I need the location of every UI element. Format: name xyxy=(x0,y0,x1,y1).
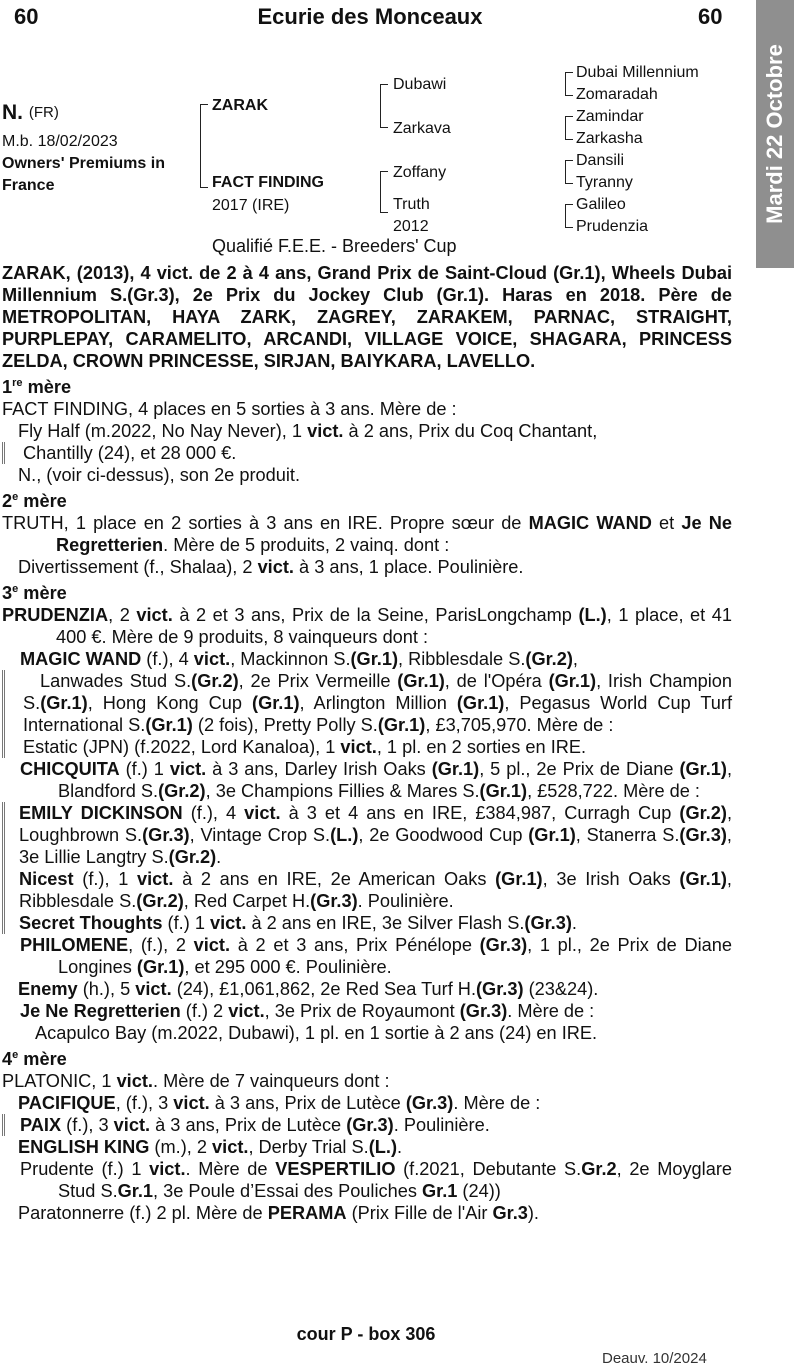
dam-dam: Truth xyxy=(393,196,430,213)
bracket-dam-parents xyxy=(380,171,388,213)
produce-emily-dickinson: EMILY DICKINSON (f.), 4 vict. à 3 et 4 ans en IRE, £384,987, Curragh Cup (Gr.2), Loughbrown S.(Gr.3), Vintage Crop S.(L.), 2e Goodwood Cup (Gr.1), Stanerra S.(Gr.3), 3e Lillie Langtry S.(Gr.2). xyxy=(2,802,732,868)
lot-number-right: 60 xyxy=(698,4,723,29)
section-1re-mere: 1re mère xyxy=(2,377,72,398)
bracket-sire-parents xyxy=(380,84,388,128)
dam-dam-year: 2012 xyxy=(393,218,429,235)
produce-enemy: Enemy (h.), 5 vict. (24), £1,061,862, 2e Red Sea Turf H.(Gr.3) (23&24). xyxy=(18,979,599,1000)
produce-secret-thoughts: Secret Thoughts (f.) 1 vict. à 2 ans en IRE, 3e Silver Flash S.(Gr.3). xyxy=(2,912,732,934)
gg-5: Dansili xyxy=(576,152,625,169)
produce-divertissement: Divertissement (f., Shalaa), 2 vict. à 3 ans, 1 place. Poulinière. xyxy=(18,557,524,578)
gg-6: Tyranny xyxy=(576,174,633,191)
bracket-parents xyxy=(200,104,208,188)
gg-3: Zamindar xyxy=(576,108,644,125)
lot-number-left: 60 xyxy=(14,4,39,29)
bracket-gg-1 xyxy=(565,72,573,96)
dam-sire: Zoffany xyxy=(393,164,447,181)
gg-1: Dubai Millennium xyxy=(576,64,699,81)
horse-name xyxy=(2,101,59,124)
second-dam-para: TRUTH, 1 place en 2 sorties à 3 ans en IRE. Propre sœur de MAGIC WAND et Je Ne Regretterien. Mère de 5 produits, 2 vainq. dont : xyxy=(2,513,732,556)
produce-english-king: ENGLISH KING (m.), 2 vict., Derby Trial S.(L.). xyxy=(18,1137,403,1158)
qualification-line: Qualifié F.E.E. - Breeders' Cup xyxy=(212,236,457,256)
horse-name-text: N. xyxy=(2,101,23,124)
produce-pacifique: PACIFIQUE, (f.), 3 vict. à 3 ans, Prix de Lutèce (Gr.3). Mère de : xyxy=(18,1093,541,1114)
produce-paratonnerre: Paratonnerre (f.) 2 pl. Mère de PERAMA (Prix Fille de l'Air Gr.3). xyxy=(18,1203,539,1224)
gg-4: Zarkasha xyxy=(576,130,643,147)
bracket-gg-3 xyxy=(565,160,573,184)
horse-description: M.b. 18/02/2023 xyxy=(2,133,118,150)
produce-n: N., (voir ci-dessus), son 2e produit. xyxy=(18,465,301,486)
owners-premiums-line1: Owners' Premiums in xyxy=(2,155,165,172)
produce-paix: PAIX (f.), 3 vict. à 3 ans, Prix de Lutèce (Gr.3). Poulinière. xyxy=(2,1114,732,1136)
consignor-name: Ecurie des Monceaux xyxy=(257,4,483,29)
sale-date: Deauv. 10/2024 xyxy=(602,1350,707,1367)
third-dam-para: PRUDENZIA, 2 vict. à 2 et 3 ans, Prix de la Seine, ParisLongchamp (L.), 1 place, et 41 400 €. Mère de 9 produits, 8 vainqueurs dont : xyxy=(2,605,732,648)
dam-name: FACT FINDING xyxy=(212,174,324,191)
gg-8: Prudenzia xyxy=(576,218,649,235)
sire-dam: Zarkava xyxy=(393,120,451,137)
produce-prudente: Prudente (f.) 1 vict.. Mère de VESPERTILIO (f.2021, Debutante S.Gr.2, 2e Moyglare Stud S.Gr.1, 3e Poule d’Essai des Pouliches Gr.1 (24)) xyxy=(20,1159,732,1202)
sire-paragraph: ZARAK, (2013), 4 vict. de 2 à 4 ans, Grand Prix de Saint-Cloud (Gr.1), Wheels Dubai Millennium S.(Gr.3), 2e Prix du Jockey Club (Gr.1). Haras en 2018. Père de METROPOLITAN, HAYA ZARK, ZAGREY, ZARAKEM, PARNAC, STRAIGHT, PURPLEPAY, CARAMELITO, ARCANDI, VILLAGE VOICE, SHAGARA, PRINCESS ZELDA, CROWN PRINCESSE, SIRJAN, BAIYKARA, LAVELLO. xyxy=(2,263,732,371)
section-2e-mere: 2e mère xyxy=(2,491,67,512)
gg-7: Galileo xyxy=(576,196,626,213)
bracket-gg-4 xyxy=(565,204,573,228)
gg-2: Zomaradah xyxy=(576,86,658,103)
date-side-tab xyxy=(756,0,794,268)
dam-info: 2017 (IRE) xyxy=(212,197,290,214)
produce-estatic: Estatic (JPN) (f.2022, Lord Kanaloa), 1 vict., 1 pl. en 2 sorties en IRE. xyxy=(2,736,732,758)
section-3e-mere: 3e mère xyxy=(2,583,67,604)
produce-nicest: Nicest (f.), 1 vict. à 2 ans en IRE, 2e American Oaks (Gr.1), 3e Irish Oaks (Gr.1), Ribblesdale S.(Gr.2), Red Carpet H.(Gr.3). Poulinière. xyxy=(2,868,732,912)
section-4e-mere: 4e mère xyxy=(2,1049,67,1070)
bracket-gg-2 xyxy=(565,116,573,140)
date-side-tab-text: Mardi 22 Octobre xyxy=(762,44,787,224)
produce-magic-wand-cont: Lanwades Stud S.(Gr.2), 2e Prix Vermeille (Gr.1), de l'Opéra (Gr.1), Irish Champion S.(Gr.1), Hong Kong Cup (Gr.1), Arlington Million (Gr.1), Pegasus World Cup Turf International S.(Gr.1) (2 fois), Pretty Polly S.(Gr.1), £3,705,970. Mère de : xyxy=(2,670,732,736)
produce-fly-half: Fly Half (m.2022, No Nay Never), 1 vict. à 2 ans, Prix du Coq Chantant, xyxy=(18,421,598,442)
sire-name: ZARAK xyxy=(212,97,268,114)
produce-magic-wand: MAGIC WAND (f.), 4 vict., Mackinnon S.(Gr.1), Ribblesdale S.(Gr.2), xyxy=(20,649,578,670)
produce-fly-half-cont: Chantilly (24), et 28 000 €. xyxy=(2,442,732,464)
first-dam-line: FACT FINDING, 4 places en 5 sorties à 3 ans. Mère de : xyxy=(2,399,457,420)
produce-philomene: PHILOMENE, (f.), 2 vict. à 2 et 3 ans, Prix Pénélope (Gr.3), 1 pl., 2e Prix de Diane Longines (Gr.1), et 295 000 €. Poulinière. xyxy=(20,935,732,978)
box-location: cour P - box 306 xyxy=(296,1324,436,1344)
horse-country: (FR) xyxy=(28,104,59,121)
fourth-dam-line: PLATONIC, 1 vict.. Mère de 7 vainqueurs dont : xyxy=(2,1071,390,1092)
produce-chicquita: CHICQUITA (f.) 1 vict. à 3 ans, Darley Irish Oaks (Gr.1), 5 pl., 2e Prix de Diane (Gr.1), Blandford S.(Gr.2), 3e Champions Fillies & Mares S.(Gr.1), £528,722. Mère de : xyxy=(20,759,733,802)
catalogue-body xyxy=(2,262,732,1224)
sire-sire: Dubawi xyxy=(393,76,447,93)
owners-premiums-line2: France xyxy=(2,177,55,194)
produce-je-ne-regretterien: Je Ne Regretterien (f.) 2 vict., 3e Prix de Royaumont (Gr.3). Mère de : xyxy=(20,1001,595,1022)
produce-acapulco-bay: Acapulco Bay (m.2022, Dubawi), 1 pl. en 1 sortie à 2 ans (24) en IRE. xyxy=(35,1023,598,1044)
